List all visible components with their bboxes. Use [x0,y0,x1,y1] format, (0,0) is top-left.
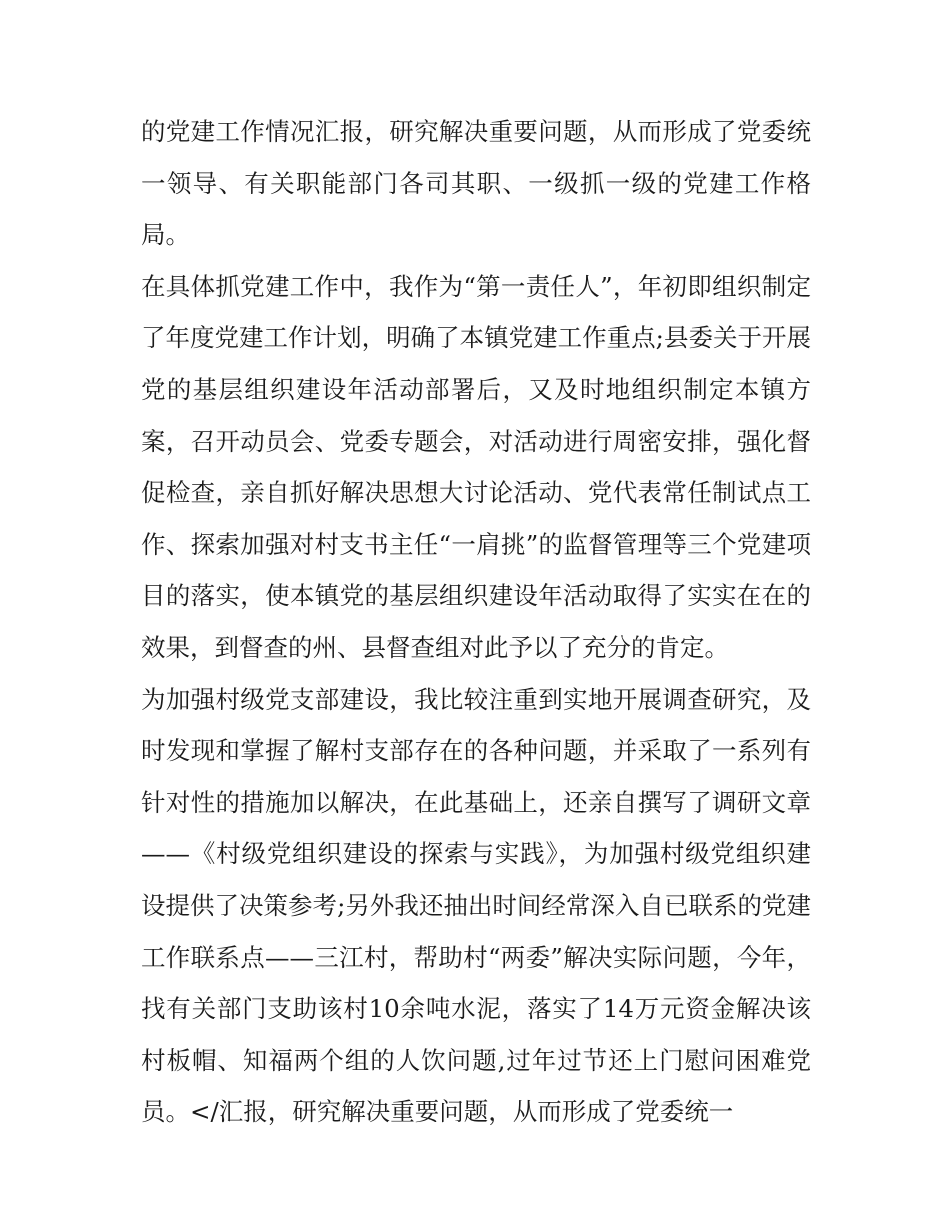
paragraph-3: 为加强村级党支部建设，我比较注重到实地开展调查研究，及时发现和掌握了解村支部存在的各种问题，并采取了一系列有针对性的措施加以解决，在此基础上，还亲自撰写了调研文章——《村级党组织建设的探索与实践》，为加强村级党组织建设提供了决策参考;另外我还抽出时间经常深入自已联系的党建工作联系点——三江村，帮助村“两委”解决实际问题，今年，找有关部门支助该村10余吨水泥，落实了14万元资金解决该村板帽、知福两个组的人饮问题,过年过节还上门慰问困难党员。</汇报，研究解决重要问题，从而形成了党委统一 [141,684,811,1127]
document-body [141,106,811,1138]
paragraph-2: 在具体抓党建工作中，我作为“第一责任人”，年初即组织制定了年度党建工作计划，明确了本镇党建工作重点;县委关于开展党的基层组织建设年活动部署后，又及时地组织制定本镇方案，召开动员会、党委专题会，对活动进行周密安排，强化督促检查，亲自抓好解决思想大讨论活动、党代表常任制试点工作、探索加强对村支书主任“一肩挑”的监督管理等三个党建项目的落实，使本镇党的基层组织建设年活动取得了实实在在的效果，到督查的州、县督查组对此予以了充分的肯定。 [141,271,811,662]
paragraph-1: 的党建工作情况汇报，研究解决重要问题，从而形成了党委统一领导、有关职能部门各司其职、一级抓一级的党建工作格局。 [141,117,811,250]
